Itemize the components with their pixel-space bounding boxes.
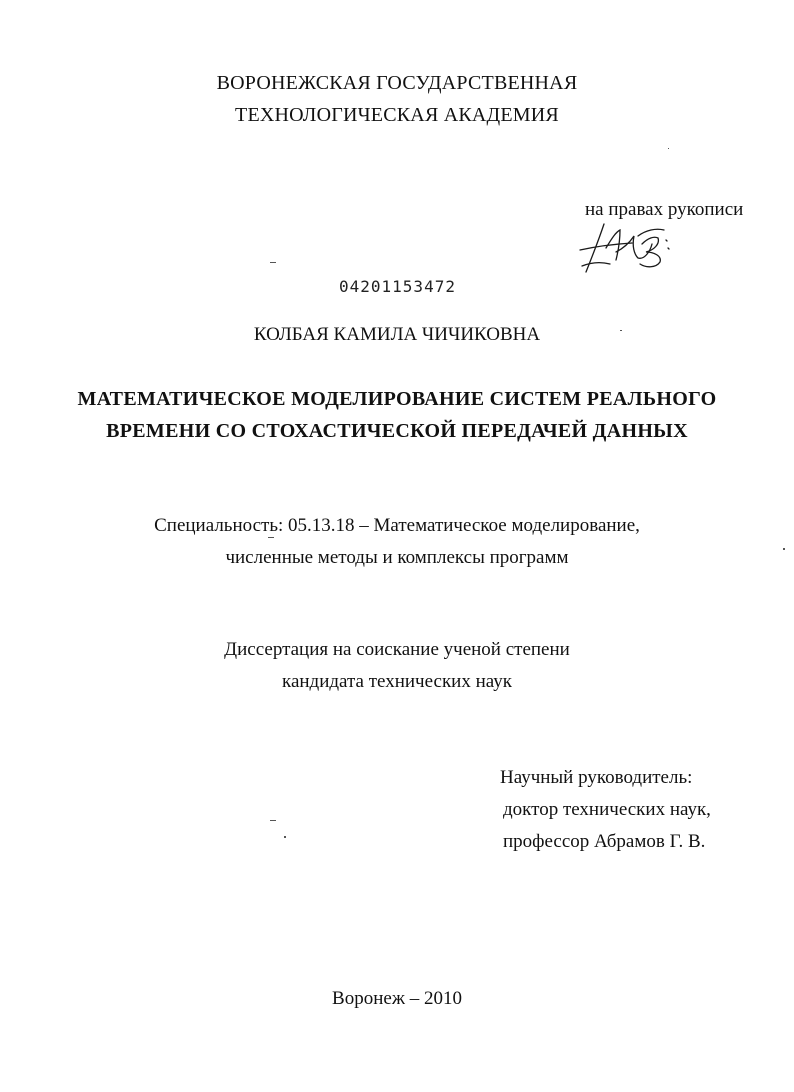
supervisor-name: профессор Абрамов Г. В. [503, 831, 706, 852]
dissertation-title-line-2: ВРЕМЕНИ СО СТОХАСТИЧЕСКОЙ ПЕРЕДАЧЕЙ ДАННЫХ [106, 420, 688, 442]
supervisor-degree: доктор технических наук, [503, 799, 711, 820]
supervisor-label: Научный руководитель: [500, 767, 693, 788]
scan-speck [270, 262, 276, 263]
handwritten-signature [576, 218, 676, 278]
organization-line-2: ТЕХНОЛОГИЧЕСКАЯ АКАДЕМИЯ [235, 104, 559, 126]
scan-speck [268, 537, 274, 538]
catalog-number: 04201153472 [339, 277, 456, 296]
specialty-line-1: Специальность: 05.13.18 – Математическое моделирование, [154, 515, 640, 536]
specialty-line-2: численные методы и комплексы программ [225, 547, 569, 568]
scan-speck [620, 330, 622, 331]
scan-speck [270, 820, 276, 821]
scan-speck [284, 836, 286, 838]
degree-line-2: кандидата технических наук [282, 671, 512, 692]
city-year: Воронеж – 2010 [332, 988, 462, 1009]
scan-speck [783, 548, 785, 550]
degree-line-1: Диссертация на соискание ученой степени [224, 639, 570, 660]
organization-line-1: ВОРОНЕЖСКАЯ ГОСУДАРСТВЕННАЯ [216, 72, 578, 94]
scan-speck [668, 148, 669, 149]
author-name: КОЛБАЯ КАМИЛА ЧИЧИКОВНА [253, 324, 541, 345]
dissertation-title-line-1: МАТЕМАТИЧЕСКОЕ МОДЕЛИРОВАНИЕ СИСТЕМ РЕАЛЬНОГО [77, 388, 717, 410]
manuscript-note: на правах рукописи [585, 199, 744, 220]
